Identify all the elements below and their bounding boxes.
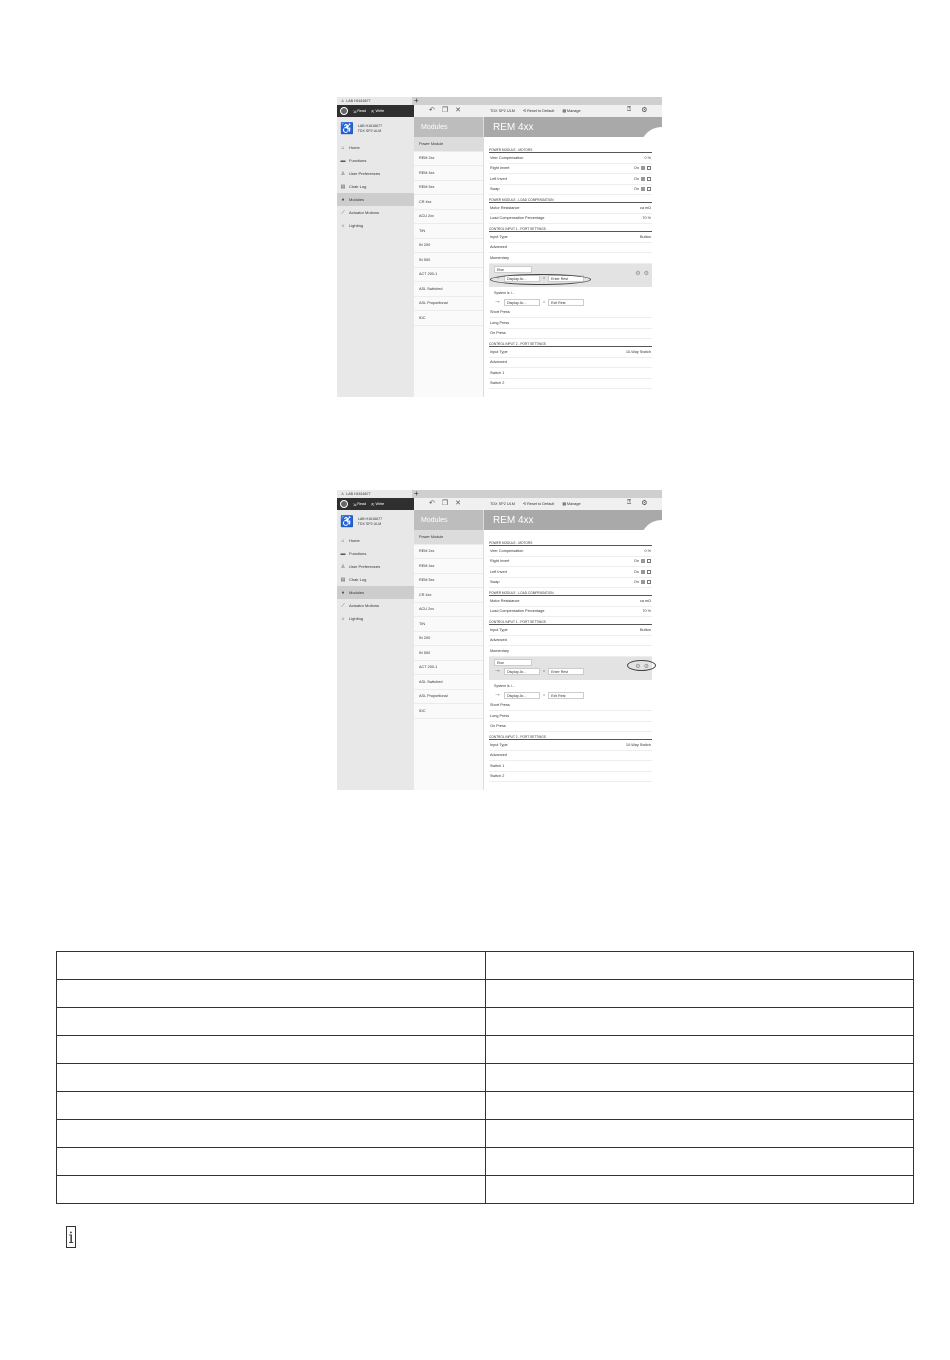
module-item[interactable]: ACU 2xx <box>414 603 483 618</box>
setting-row[interactable]: Momentary <box>489 253 652 264</box>
manage-icon: ▦ <box>562 109 566 113</box>
enter-rest-field[interactable]: Enter Rest <box>548 275 584 282</box>
table-cell <box>57 980 486 1008</box>
display-field[interactable]: Display Ar... <box>504 668 540 675</box>
actuator-icon: ⟋ <box>341 602 345 609</box>
logo-icon <box>340 500 348 508</box>
section-header: CONTROL INPUT 2 - PORT SETTINGS <box>489 734 652 740</box>
module-item[interactable]: REM 4xx <box>414 166 483 181</box>
sidebar-item-chair-log[interactable]: ▤ Chair Log <box>340 576 367 583</box>
else-block: Else → Display Ar... = Enter Rest ⚙ ⚙ <box>489 264 652 287</box>
exit-rest-field[interactable]: Exit Rest <box>548 692 584 699</box>
write-button[interactable]: ⇱ Write <box>371 109 385 114</box>
check-icon[interactable] <box>647 559 651 563</box>
table-cell <box>57 952 486 980</box>
delete-icon[interactable]: ⚙ <box>643 270 649 277</box>
module-item[interactable]: IN 500 <box>414 646 483 661</box>
table-cell <box>57 1176 486 1204</box>
setting-row[interactable]: Switch 2 <box>489 772 652 783</box>
section-header: POWER MODULE - LOAD COMPENSATION <box>489 197 652 203</box>
display-field[interactable]: Display Ar... <box>504 275 540 282</box>
delete-icon[interactable]: ⚙ <box>643 663 649 670</box>
content-panel <box>484 117 662 397</box>
table-cell <box>57 1036 486 1064</box>
setting-row[interactable]: Veer Compensation 0 % <box>489 546 652 557</box>
module-item[interactable]: ACT 200-1 <box>414 661 483 676</box>
section-header: CONTROL INPUT 1 - PORT SETTINGS <box>489 619 652 625</box>
setting-row[interactable]: Veer Compensation 0 % <box>489 153 652 164</box>
manage-button[interactable]: ▦ Manage <box>562 501 581 506</box>
check-icon[interactable] <box>647 187 651 191</box>
check-icon[interactable] <box>647 570 651 574</box>
arrow-right-icon: → <box>494 274 501 281</box>
close-icon[interactable]: ✕ <box>455 500 462 507</box>
sidebar-item-modules[interactable]: ● Modules <box>337 193 414 206</box>
tab-device[interactable]: ♙ LAB H1616677 <box>337 490 412 498</box>
setting-row[interactable]: Long Press <box>489 711 652 722</box>
lighting-icon: ☼ <box>340 615 346 622</box>
tab-bar <box>337 97 662 105</box>
table-row <box>57 1176 914 1204</box>
setting-row[interactable]: Load Compensation Percentage 70 % <box>489 214 652 225</box>
setting-row[interactable]: Momentary <box>489 646 652 657</box>
read-icon: ⇲ <box>353 109 357 114</box>
else-field[interactable]: Else <box>494 659 532 666</box>
table-cell <box>57 1064 486 1092</box>
sidebar-item-user-preferences[interactable]: ♙ User Preferences <box>340 563 381 570</box>
table-row <box>57 1120 914 1148</box>
reset-to-default-button[interactable]: ⟲ Reset to Default <box>522 501 555 506</box>
setting-row[interactable]: Input Type Button <box>489 625 652 636</box>
content-panel <box>484 510 662 790</box>
settings-icon[interactable]: ⚙ <box>635 270 641 277</box>
manage-icon: ▦ <box>562 502 566 506</box>
new-tab-button[interactable]: + <box>414 97 419 105</box>
table-cell <box>485 1092 914 1120</box>
setting-row[interactable]: Input Type 10-Way Switch <box>489 347 652 358</box>
module-item[interactable]: TIN <box>414 617 483 632</box>
section-header: POWER MODULE - LOAD COMPENSATION <box>489 590 652 596</box>
undo-icon[interactable]: ↶ <box>429 107 435 114</box>
module-item[interactable]: REM 5xx <box>414 181 483 196</box>
table-cell <box>485 1176 914 1204</box>
actuator-icon: ⟋ <box>341 209 345 216</box>
table-row <box>57 1148 914 1176</box>
home-icon: ⌂ <box>341 144 345 151</box>
settings-icon[interactable]: ⚙ <box>635 663 641 670</box>
table-cell <box>57 1008 486 1036</box>
module-item[interactable]: CR 4xx <box>414 588 483 603</box>
arrow-right-icon: → <box>494 667 501 674</box>
setting-row[interactable]: Input Type Button <box>489 232 652 243</box>
module-item[interactable]: Power Module <box>414 137 483 152</box>
manage-button[interactable]: ▦ Manage <box>562 108 581 113</box>
toggle-switch[interactable] <box>641 166 645 170</box>
device-info: ♿ LAB H1616677 TDX SP2 ULM <box>340 123 383 135</box>
section-header: POWER MODULE - MOTORS <box>489 540 652 546</box>
module-item[interactable]: IDC <box>414 704 483 719</box>
reset-icon: ⟲ <box>522 502 527 506</box>
module-item[interactable]: ASL Proportional <box>414 690 483 705</box>
table-row <box>57 980 914 1008</box>
sidebar-item-chair-log[interactable]: ▤ Chair Log <box>340 183 367 190</box>
setting-row[interactable]: Right Invert On <box>489 164 652 175</box>
setting-row[interactable]: Advanced <box>489 636 652 647</box>
help-icon[interactable]: ⍰ <box>627 106 632 113</box>
setting-row[interactable]: On Press <box>489 722 652 733</box>
setting-row[interactable]: Input Type 10-Way Switch <box>489 740 652 751</box>
module-item[interactable]: ASL Switched <box>414 282 483 297</box>
table-row <box>57 1092 914 1120</box>
modules-icon: ● <box>341 196 345 203</box>
sidebar-item-lighting[interactable]: ☼ Lighting <box>340 222 364 229</box>
write-icon: ⇱ <box>371 109 375 114</box>
table-cell <box>57 1148 486 1176</box>
module-item[interactable]: IDC <box>414 311 483 326</box>
screenshot-1 <box>337 97 662 397</box>
logo-icon <box>340 107 348 115</box>
module-item[interactable]: REM 4xx <box>414 559 483 574</box>
info-icon: i <box>66 1222 76 1248</box>
module-item[interactable]: CR 4xx <box>414 195 483 210</box>
page-title: REM 4xx <box>484 510 662 530</box>
settings-icon[interactable]: ⚙ <box>641 500 648 507</box>
user-icon: ♙ <box>340 563 346 570</box>
tab-device[interactable]: ♙ LAB H1616677 <box>337 97 412 105</box>
table-cell <box>57 1120 486 1148</box>
section-header: CONTROL INPUT 2 - PORT SETTINGS <box>489 341 652 347</box>
reset-to-default-button[interactable]: ⟲ Reset to Default <box>522 108 555 113</box>
exit-rest-field[interactable]: Exit Rest <box>548 299 584 306</box>
device-info: ♿ LAB H1616677 TDX SP2 ULM <box>340 516 383 528</box>
table-cell <box>57 1092 486 1120</box>
person-icon: ♙ <box>341 99 345 103</box>
sidebar-item-functions[interactable]: ▬ Functions <box>340 157 367 164</box>
toggle-switch[interactable] <box>641 570 645 574</box>
table-row <box>57 952 914 980</box>
setting-row[interactable]: Swap On <box>489 185 652 196</box>
display-field[interactable]: Display Ar... <box>504 299 540 306</box>
highlight-circle <box>490 274 591 285</box>
sidebar-item-actuator-motions[interactable]: ⟋ Actuator Motions <box>341 602 380 609</box>
sidebar <box>337 510 414 790</box>
module-item[interactable]: REM 5xx <box>414 574 483 589</box>
system-block: System is I... → Display Ar... = Exit Rest <box>489 287 652 308</box>
check-icon[interactable] <box>647 166 651 170</box>
device-label: TDX SP2 ULM <box>490 501 515 506</box>
sidebar-item-user-preferences[interactable]: ♙ User Preferences <box>340 170 381 177</box>
setting-row[interactable]: Right Invert On <box>489 557 652 568</box>
setting-row[interactable]: Motor Resistance ca mΩ <box>489 596 652 607</box>
settings-icon[interactable]: ⚙ <box>641 107 648 114</box>
table-cell <box>485 1036 914 1064</box>
toolbar <box>337 105 662 117</box>
module-item[interactable]: IN 200 <box>414 632 483 647</box>
undo-icon[interactable]: ↶ <box>429 500 435 507</box>
table-row <box>57 1064 914 1092</box>
section-header: POWER MODULE - MOTORS <box>489 147 652 153</box>
check-icon[interactable] <box>647 177 651 181</box>
table-cell <box>485 1008 914 1036</box>
setting-row[interactable]: Short Press <box>489 701 652 712</box>
enter-rest-field[interactable]: Enter Rest <box>548 668 584 675</box>
table-cell <box>485 1148 914 1176</box>
toggle-switch[interactable] <box>641 580 645 584</box>
toggle-switch[interactable] <box>641 559 645 563</box>
setting-row[interactable]: Switch 1 <box>489 761 652 772</box>
write-icon: ⇱ <box>371 502 375 507</box>
modules-header: Modules <box>414 510 483 530</box>
tab-bar <box>337 490 662 498</box>
system-block: System is I... → Display Ar... = Exit Rest <box>489 680 652 701</box>
modules-list <box>414 117 484 397</box>
home-icon: ⌂ <box>341 537 345 544</box>
sidebar-item-modules[interactable]: ● Modules <box>337 586 414 599</box>
module-item[interactable]: IN 500 <box>414 253 483 268</box>
toggle-switch[interactable] <box>641 177 645 181</box>
sidebar-item-home[interactable]: ⌂ Home <box>341 144 360 151</box>
lighting-icon: ☼ <box>340 222 346 229</box>
arrow-right-icon: → <box>494 298 501 305</box>
table-row <box>57 1008 914 1036</box>
else-block: Else → Display Ar... = Enter Rest ⚙ ⚙ <box>489 657 652 680</box>
log-icon: ▤ <box>340 576 346 583</box>
arrow-right-icon: → <box>494 691 501 698</box>
module-item[interactable]: ASL Switched <box>414 675 483 690</box>
setting-row[interactable]: Left Invert On <box>489 174 652 185</box>
reset-icon: ⟲ <box>522 109 527 113</box>
table-cell <box>485 952 914 980</box>
copy-icon[interactable]: ❐ <box>441 500 449 507</box>
write-button[interactable]: ⇱ Write <box>371 502 385 507</box>
document-table <box>56 951 914 1204</box>
sidebar-item-actuator-motions[interactable]: ⟋ Actuator Motions <box>341 209 380 216</box>
module-item[interactable]: TIN <box>414 224 483 239</box>
read-button[interactable]: ⇲ Read <box>353 109 367 114</box>
wheelchair-icon: ♿ <box>340 123 354 135</box>
setting-row[interactable]: Switch 2 <box>489 379 652 390</box>
else-field[interactable]: Else <box>494 266 532 273</box>
setting-row[interactable]: Switch 1 <box>489 368 652 379</box>
modules-icon: ● <box>341 589 345 596</box>
module-item[interactable]: Power Module <box>414 530 483 545</box>
copy-icon[interactable]: ❐ <box>441 107 449 114</box>
table-row <box>57 1036 914 1064</box>
sidebar <box>337 117 414 397</box>
module-item[interactable]: ASL Proportional <box>414 297 483 312</box>
toggle-switch[interactable] <box>641 187 645 191</box>
setting-row[interactable]: On Press <box>489 329 652 340</box>
setting-row[interactable]: Swap On <box>489 578 652 589</box>
read-icon: ⇲ <box>353 502 357 507</box>
setting-row[interactable]: Advanced <box>489 751 652 762</box>
modules-header: Modules <box>414 117 483 137</box>
person-icon: ♙ <box>341 492 345 496</box>
module-item[interactable]: IN 200 <box>414 239 483 254</box>
read-button[interactable]: ⇲ Read <box>353 502 367 507</box>
page-title: REM 4xx <box>484 117 662 137</box>
sidebar-item-home[interactable]: ⌂ Home <box>341 537 360 544</box>
setting-row[interactable]: Short Press <box>489 308 652 319</box>
setting-row[interactable]: Left Invert On <box>489 567 652 578</box>
functions-icon: ▬ <box>340 550 346 557</box>
screenshot-2 <box>337 490 662 790</box>
table-cell <box>485 1120 914 1148</box>
device-label: TDX SP2 ULM <box>490 108 515 113</box>
sidebar-item-lighting[interactable]: ☼ Lighting <box>340 615 364 622</box>
section-header: CONTROL INPUT 1 - PORT SETTINGS <box>489 226 652 232</box>
setting-row[interactable]: Advanced <box>489 243 652 254</box>
module-item[interactable]: REM 2xx <box>414 545 483 560</box>
sidebar-item-functions[interactable]: ▬ Functions <box>340 550 367 557</box>
check-icon[interactable] <box>647 580 651 584</box>
highlight-circle <box>627 660 656 671</box>
user-icon: ♙ <box>340 170 346 177</box>
help-icon[interactable]: ⍰ <box>627 499 632 506</box>
setting-row[interactable]: Long Press <box>489 318 652 329</box>
table-cell <box>485 980 914 1008</box>
setting-row[interactable]: Load Compensation Percentage 70 % <box>489 607 652 618</box>
modules-list <box>414 510 484 790</box>
functions-icon: ▬ <box>340 157 346 164</box>
setting-row[interactable]: Advanced <box>489 358 652 369</box>
new-tab-button[interactable]: + <box>414 490 419 498</box>
module-item[interactable]: REM 2xx <box>414 152 483 167</box>
wheelchair-icon: ♿ <box>340 516 354 528</box>
setting-row[interactable]: Motor Resistance ca mΩ <box>489 203 652 214</box>
module-item[interactable]: ACT 200-1 <box>414 268 483 283</box>
toolbar <box>337 498 662 510</box>
module-item[interactable]: ACU 2xx <box>414 210 483 225</box>
close-icon[interactable]: ✕ <box>455 107 462 114</box>
log-icon: ▤ <box>340 183 346 190</box>
display-field[interactable]: Display Ar... <box>504 692 540 699</box>
table-cell <box>485 1064 914 1092</box>
